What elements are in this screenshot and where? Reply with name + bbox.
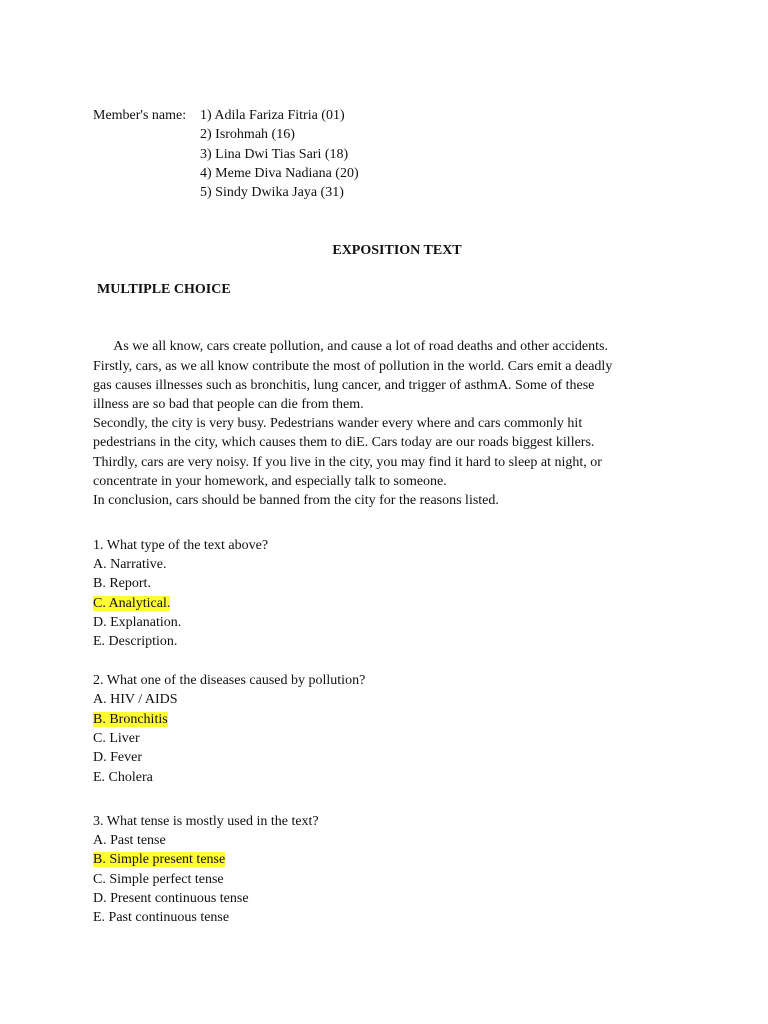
option-label: D. Fever [93,750,142,765]
option-item-highlighted [93,710,168,729]
member-item: 5) Sindy Dwika Jaya (31) [200,185,344,200]
passage-line: pedestrians in the city, which causes them to diE. Cars today are our roads biggest killers. [93,435,595,450]
option-label: A. Past tense [93,833,166,848]
option-item [93,908,229,927]
passage-line: illness are so bad that people can die from them. [93,397,364,412]
option-label: E. Past continuous tense [93,910,230,925]
option-label: D. Present continuous tense [93,891,249,906]
member-item: 2) Isrohmah (16) [200,127,295,142]
option-label: C. Simple perfect tense [93,872,224,887]
question-text: 1. What type of the text above? [93,538,269,553]
option-item [93,768,153,787]
option-item-highlighted [93,594,170,613]
option-label: B. Simple present tense [93,852,226,867]
member-item: 4) Meme Diva Nadiana (20) [200,166,359,181]
passage-line: concentrate in your homework, and especially talk to someone. [93,474,447,489]
option-label: D. Explanation. [93,615,182,630]
member-item: 1) Adila Fariza Fitria (01) [200,108,345,123]
option-item [93,729,140,748]
option-item-highlighted [93,850,225,869]
option-item [93,632,177,651]
passage-line: gas causes illnesses such as bronchitis, lung cancer, and trigger of asthmA. Some of these [93,378,595,393]
passage-line: Secondly, the city is very busy. Pedestrians wander every where and cars commonly hit [93,416,583,431]
members-label: Member's name: [93,108,187,123]
passage-line: As we all know, cars create pollution, and cause a lot of road deaths and other accidents. [93,339,608,354]
document-title: EXPOSITION TEXT [332,243,462,258]
passage-line: In conclusion, cars should be banned from the city for the reasons listed. [93,493,499,508]
option-item [93,555,166,574]
member-item: 3) Lina Dwi Tias Sari (18) [200,147,349,162]
option-label: E. Description. [93,634,178,649]
section-heading: MULTIPLE CHOICE [97,282,231,297]
passage-line: Firstly, cars, as we all know contribute the most of pollution in the world. Cars emit a deadly [93,359,613,374]
option-item [93,889,249,908]
question-text: 3. What tense is mostly used in the text? [93,814,319,829]
option-item [93,613,181,632]
option-label: B. Report. [93,576,151,591]
option-item [93,574,151,593]
passage-line: Thirdly, cars are very noisy. If you live in the city, you may find it hard to sleep at night, or [93,455,602,470]
option-item [93,870,224,889]
question-text: 2. What one of the diseases caused by pollution? [93,673,366,688]
option-label: A. HIV / AIDS [93,692,178,707]
option-item [93,748,142,767]
option-label: A. Narrative. [93,557,167,572]
option-label: E. Cholera [93,770,153,785]
option-item [93,831,166,850]
option-label: C. Liver [93,731,140,746]
option-label: B. Bronchitis [93,712,168,727]
option-label: C. Analytical. [93,596,171,611]
option-item [93,690,178,709]
